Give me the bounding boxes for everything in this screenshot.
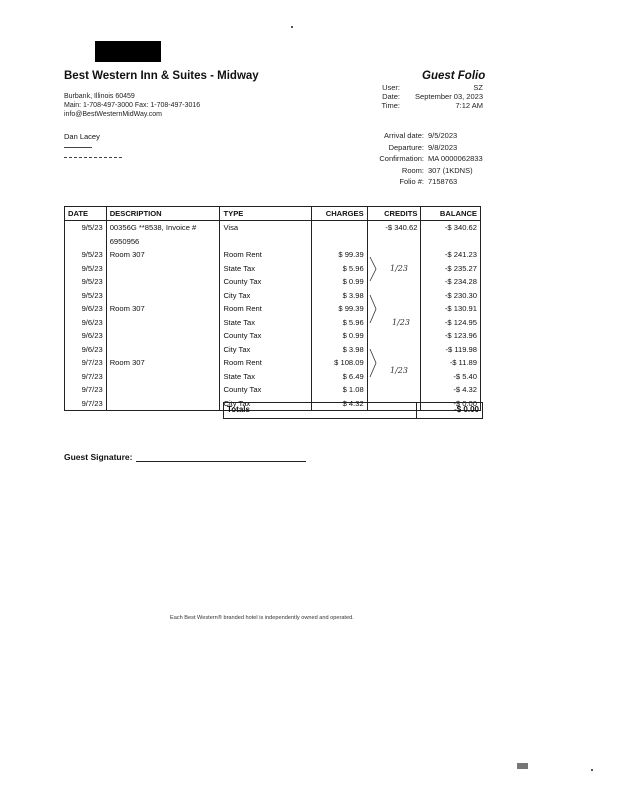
hotel-address-block: [64, 92, 200, 119]
cell-type: Room Rent: [220, 356, 311, 370]
totals-label: Totals: [227, 405, 250, 414]
stay-label: Room:: [401, 165, 424, 175]
stay-label: Arrival date:: [383, 131, 424, 140]
cell-charges: $ 99.39: [311, 248, 367, 262]
cell-charges: $ 3.98: [311, 289, 367, 303]
totals-divider: [416, 403, 417, 418]
cell-date: 9/7/23: [65, 370, 107, 384]
cell-charges: $ 6.49: [311, 370, 367, 384]
stay-value: 9/5/2023: [428, 131, 458, 140]
cell-balance: [421, 235, 481, 249]
col-header-date: DATE: [65, 207, 107, 221]
stay-value: 7158763: [428, 177, 458, 186]
scan-speck: [291, 26, 293, 28]
col-header-credits: CREDITS: [367, 207, 421, 221]
meta-label: User:: [382, 83, 400, 92]
cell-date: 9/7/23: [65, 397, 107, 411]
stay-label: Confirmation:: [379, 154, 424, 163]
meta-value: 7:12 AM: [455, 101, 483, 110]
totals-box: [223, 402, 483, 419]
table-row: [65, 316, 481, 330]
cell-charges: $ 3.98: [311, 343, 367, 357]
meta-label: Date:: [382, 92, 400, 101]
cell-charges: $ 4.32: [311, 397, 367, 411]
cell-date: 9/6/23: [65, 343, 107, 357]
signature-line: [136, 461, 306, 462]
cell-description: [106, 343, 220, 357]
cell-type: State Tax: [220, 316, 311, 330]
meta-value: SZ: [473, 83, 483, 92]
cell-charges: $ 5.96: [311, 262, 367, 276]
stay-row: [344, 143, 483, 155]
scan-speck: [591, 769, 593, 771]
table-header-row: [65, 207, 481, 221]
hotel-phone-fax: Main: 1-708-497-3000 Fax: 1-708-497-3016: [64, 102, 201, 109]
meta-value: September 03, 2023: [415, 92, 483, 101]
col-header-charges: CHARGES: [311, 207, 367, 221]
cell-balance: -$ 5.40: [421, 370, 481, 384]
cell-charges: $ 0.99: [311, 275, 367, 289]
cell-description: [106, 275, 220, 289]
cell-type: Room Rent: [220, 248, 311, 262]
cell-description: [106, 383, 220, 397]
cell-type: County Tax: [220, 383, 311, 397]
cell-description: [106, 316, 220, 330]
cell-type: City Tax: [220, 397, 311, 411]
table-row: [65, 262, 481, 276]
stay-row: [344, 166, 483, 178]
cell-balance: -$ 124.95: [421, 316, 481, 330]
cell-description: [106, 262, 220, 276]
stay-row: [344, 154, 483, 166]
cell-type: Visa: [220, 221, 311, 235]
meta-row: [320, 92, 483, 101]
cell-date: 9/6/23: [65, 302, 107, 316]
cell-balance: -$ 230.30: [421, 289, 481, 303]
table-row: [65, 221, 481, 235]
cell-type: Room Rent: [220, 302, 311, 316]
cell-description: Room 307: [106, 302, 220, 316]
meta-block: [320, 83, 483, 110]
stay-value: 9/8/2023: [428, 142, 458, 152]
cell-date: 9/6/23: [65, 316, 107, 330]
table-row: [65, 329, 481, 343]
table-row: [65, 289, 481, 303]
col-header-description: DESCRIPTION: [106, 207, 220, 221]
annotation-text: 1/23: [392, 318, 410, 327]
cell-balance: -$ 235.27: [421, 262, 481, 276]
table-row: [65, 370, 481, 384]
cell-date: [65, 235, 107, 249]
cell-date: 9/6/23: [65, 329, 107, 343]
stay-details: [344, 131, 483, 189]
meta-label: Time:: [381, 101, 400, 110]
cell-credits: [367, 235, 421, 249]
cell-balance: -$ 123.96: [421, 329, 481, 343]
signature-label: Guest Signature:: [64, 452, 133, 462]
stay-value: 307 (1KDNS): [428, 165, 473, 175]
cell-date: 9/5/23: [65, 248, 107, 262]
bracket-mark: [370, 349, 376, 377]
cell-description: [106, 397, 220, 411]
folio-table-body: [65, 221, 481, 411]
cell-description: 00356G **8538, Invoice #: [106, 221, 220, 235]
stay-label: Departure:: [388, 142, 424, 152]
table-row: [65, 383, 481, 397]
cell-type: [220, 235, 311, 249]
bracket-mark: [370, 295, 376, 323]
table-row: [65, 248, 481, 262]
cell-balance: -$ 4.32: [421, 383, 481, 397]
cell-description: [106, 329, 220, 343]
hotel-address: Burbank, Illinois 60459: [64, 93, 135, 100]
annotation-text: 1/23: [390, 366, 408, 375]
bracket-mark: [370, 257, 376, 281]
cell-type: City Tax: [220, 343, 311, 357]
cell-balance: -$ 340.62: [421, 221, 481, 235]
cell-date: 9/5/23: [65, 262, 107, 276]
cell-type: State Tax: [220, 370, 311, 384]
cell-balance: -$ 0.00: [421, 397, 481, 411]
cell-charges: $ 108.09: [311, 356, 367, 370]
cell-charges: [311, 221, 367, 235]
document-title: Guest Folio: [422, 70, 486, 82]
cell-charges: $ 99.39: [311, 302, 367, 316]
cell-balance: -$ 130.91: [421, 302, 481, 316]
handwritten-annotations: [366, 255, 416, 395]
guest-line: [64, 157, 122, 158]
table-row: [65, 302, 481, 316]
cell-date: 9/7/23: [65, 356, 107, 370]
meta-row: [320, 83, 483, 92]
guest-line: [64, 147, 92, 148]
cell-balance: -$ 11.89: [421, 356, 481, 370]
cell-date: 9/5/23: [65, 289, 107, 303]
cell-date: 9/5/23: [65, 221, 107, 235]
hotel-email: info@BestWesternMidWay.com: [64, 111, 163, 118]
stay-label: Folio #:: [399, 177, 424, 186]
cell-description: [106, 370, 220, 384]
cell-type: County Tax: [220, 275, 311, 289]
cell-type: City Tax: [220, 289, 311, 303]
table-row: [65, 275, 481, 289]
stay-value: MA 0000062833: [428, 154, 483, 163]
cell-type: County Tax: [220, 329, 311, 343]
cell-balance: -$ 119.98: [421, 343, 481, 357]
folio-table: [64, 206, 481, 411]
cell-charges: $ 5.96: [311, 316, 367, 330]
cell-description: Room 307: [106, 248, 220, 262]
stay-row: [344, 131, 483, 143]
guest-name: Dan Lacey: [64, 132, 100, 141]
cell-type: State Tax: [220, 262, 311, 276]
hotel-name: Best Western Inn & Suites - Midway: [64, 70, 259, 82]
stay-row: [344, 177, 483, 189]
annotation-text: 1/23: [390, 264, 408, 273]
cell-balance: -$ 241.23: [421, 248, 481, 262]
cell-balance: -$ 234.28: [421, 275, 481, 289]
redaction-block: [95, 41, 161, 62]
cell-charges: $ 0.99: [311, 329, 367, 343]
cell-date: 9/7/23: [65, 383, 107, 397]
cell-credits: -$ 340.62: [367, 221, 421, 235]
col-header-type: TYPE: [220, 207, 311, 221]
cell-date: 9/5/23: [65, 275, 107, 289]
cell-charges: $ 1.08: [311, 383, 367, 397]
table-row: [65, 356, 481, 370]
meta-row: [320, 101, 483, 110]
cell-charges: [311, 235, 367, 249]
cell-description: 6950956: [106, 235, 220, 249]
page-mark: [517, 763, 528, 769]
footer-note: Each Best Western® branded hotel is independently owned and operated.: [170, 615, 354, 621]
cell-description: Room 307: [106, 356, 220, 370]
table-row: [65, 343, 481, 357]
col-header-balance: BALANCE: [421, 207, 481, 221]
table-row: [65, 235, 481, 249]
totals-value: -$ 0.00: [454, 405, 479, 414]
cell-description: [106, 289, 220, 303]
